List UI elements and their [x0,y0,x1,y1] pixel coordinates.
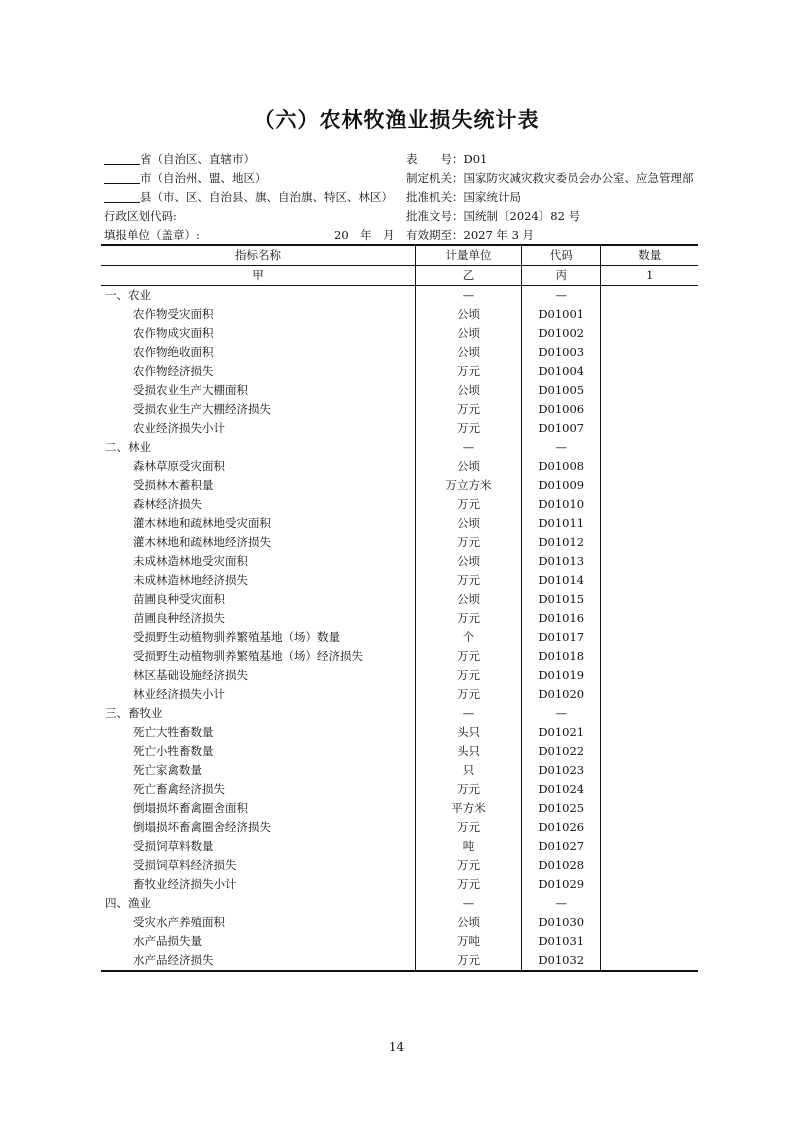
unit-cell: 万立方米 [416,476,522,495]
loss-table [101,244,698,972]
table-row [101,343,698,362]
table-row [101,457,698,476]
meta-row-1 [104,150,704,169]
quantity-cell[interactable] [601,628,698,647]
quantity-cell[interactable] [601,457,698,476]
quantity-cell[interactable] [601,514,698,533]
code-cell: D01030 [521,913,601,932]
unit-cell: 万元 [416,818,522,837]
code-cell: D01025 [521,799,601,818]
unit-cell: 万元 [416,875,522,894]
unit-cell: 公顷 [416,552,522,571]
code-cell: D01026 [521,818,601,837]
indicator-name-cell: 死亡畜禽经济损失 [133,782,225,796]
unit-cell: 万元 [416,666,522,685]
unit-cell: 万元 [416,951,522,971]
indicator-name-cell: 森林草原受灾面积 [133,459,225,473]
indicator-name-cell: 灌木林地和疏林地经济损失 [133,535,271,549]
unit-cell: 公顷 [416,913,522,932]
indicator-name-cell: 农作物绝收面积 [133,345,214,359]
code-cell: D01014 [521,571,601,590]
quantity-cell[interactable] [601,400,698,419]
quantity-cell[interactable] [601,305,698,324]
indicator-name-cell: 倒塌损坏畜禽圈舍面积 [133,801,248,815]
indicator-name-cell: 农作物受灾面积 [133,307,214,321]
unit-cell: 万元 [416,647,522,666]
code-cell: D01017 [521,628,601,647]
code-cell: D01016 [521,609,601,628]
indicator-name-cell: 水产品经济损失 [101,951,416,971]
unit-cell: 万吨 [416,932,522,951]
unit-cell: 万元 [416,685,522,704]
unit-cell: 万元 [416,362,522,381]
sub-one: 1 [601,266,698,286]
unit-cell: 公顷 [416,343,522,362]
page-title: （六）农林牧渔业损失统计表 [253,108,540,132]
quantity-cell[interactable] [601,951,698,971]
quantity-cell[interactable] [601,324,698,343]
code-cell: — [521,438,601,457]
province-field [104,150,255,169]
unit-cell: 平方米 [416,799,522,818]
quantity-cell[interactable] [601,856,698,875]
indicator-name-cell: 农业经济损失小计 [133,421,225,435]
code-cell: D01007 [521,419,601,438]
quantity-cell[interactable] [601,742,698,761]
table-row [101,723,698,742]
table-row [101,533,698,552]
indicator-name-cell: 受损林木蓄积量 [133,478,214,492]
quantity-cell[interactable] [601,286,698,306]
unit-cell: — [416,286,522,306]
indicator-name-cell: 农作物经济损失 [133,364,214,378]
unit-cell: 个 [416,628,522,647]
unit-cell: 公顷 [416,514,522,533]
indicator-name-cell: 受损饲草料数量 [133,839,214,853]
table-row [101,875,698,894]
code-cell: D01020 [521,685,601,704]
table-row [101,476,698,495]
quantity-cell[interactable] [601,533,698,552]
quantity-cell[interactable] [601,571,698,590]
indicator-name-cell: 二、林业 [105,440,151,454]
code-cell: D01005 [521,381,601,400]
table-row [101,837,698,856]
col-quantity: 数量 [601,245,698,266]
quantity-cell[interactable] [601,799,698,818]
table-body [101,286,698,972]
code-cell: D01029 [521,875,601,894]
table-row [101,571,698,590]
table-row [101,932,698,951]
code-cell: — [521,286,601,306]
indicator-name-cell: 畜牧业经济损失小计 [133,877,237,891]
table-row [101,704,698,723]
unit-cell: 公顷 [416,324,522,343]
code-cell: — [521,894,601,913]
form-meta [104,150,704,245]
code-cell: D01010 [521,495,601,514]
quantity-cell[interactable] [601,761,698,780]
page-number: 14 [388,1040,405,1054]
unit-cell: 万元 [416,856,522,875]
indicator-name-cell: 农作物成灾面积 [133,326,214,340]
quantity-cell[interactable] [601,362,698,381]
quantity-cell[interactable] [601,438,698,457]
table-row [101,780,698,799]
quantity-cell[interactable] [601,419,698,438]
unit-cell: 公顷 [416,381,522,400]
col-code: 代码 [521,245,601,266]
quantity-cell[interactable] [601,666,698,685]
code-cell: D01023 [521,761,601,780]
unit-cell: 公顷 [416,305,522,324]
table-no: 表 号：D01 [406,152,488,166]
code-cell: D01018 [521,647,601,666]
indicator-name-cell: 林区基础设施经济损失 [133,668,248,682]
code-cell: D01012 [521,533,601,552]
indicator-name-cell: 受灾水产养殖面积 [133,915,225,929]
indicator-name-cell: 一、农业 [105,288,151,302]
division-code-label: 行政区划代码: [104,209,177,223]
meta-row-2 [104,169,704,188]
unit-cell: — [416,438,522,457]
table-row [101,913,698,932]
indicator-name-cell: 苗圃良种经济损失 [133,611,225,625]
code-cell: D01008 [521,457,601,476]
code-cell: D01031 [521,932,601,951]
quantity-cell[interactable] [601,723,698,742]
indicator-name-cell: 受损野生动植物驯养繁殖基地（场）经济损失 [133,649,363,663]
unit-cell: 只 [416,761,522,780]
col-indicator-name: 指标名称 [101,245,416,266]
indicator-name-cell: 灌木林地和疏林地受灾面积 [133,516,271,530]
indicator-name-cell: 苗圃良种受灾面积 [133,592,225,606]
city-blank[interactable] [104,171,140,184]
issuer: 制定机关：国家防灾减灾救灾委员会办公室、应急管理部 [406,171,694,185]
indicator-name-cell: 三、畜牧业 [105,706,163,720]
code-cell: D01024 [521,780,601,799]
unit-cell: 吨 [416,837,522,856]
table-row [101,742,698,761]
table-row [101,761,698,780]
meta-row-3 [104,188,704,207]
unit-cell: 万元 [416,495,522,514]
province-blank[interactable] [104,152,140,165]
code-cell: D01009 [521,476,601,495]
table-row [101,951,698,971]
code-cell: D01022 [521,742,601,761]
unit-cell: 万元 [416,780,522,799]
indicator-name-cell: 水产品损失量 [133,934,202,948]
quantity-cell[interactable] [601,476,698,495]
table-row [101,609,698,628]
table-row [101,381,698,400]
indicator-name-cell: 受损农业生产大棚面积 [133,383,248,397]
filing-unit-label: 填报单位（盖章）: [104,228,200,242]
code-cell: D01013 [521,552,601,571]
code-cell: D01001 [521,305,601,324]
county-blank[interactable] [104,190,140,203]
table-row [101,495,698,514]
meta-row-5 [104,226,704,245]
quantity-cell[interactable] [601,875,698,894]
quantity-cell[interactable] [601,704,698,723]
quantity-cell[interactable] [601,818,698,837]
quantity-cell[interactable] [601,381,698,400]
unit-cell: 头只 [416,723,522,742]
approval-no: 批准文号：国统制〔2024〕82 号 [406,209,581,223]
quantity-cell[interactable] [601,837,698,856]
county-label: 县（市、区、自治县、旗、自治旗、特区、林区） [140,190,393,204]
quantity-cell[interactable] [601,343,698,362]
indicator-name-cell: 受损农业生产大棚经济损失 [133,402,271,416]
quantity-cell[interactable] [601,894,698,913]
indicator-name-cell: 未成林造林地受灾面积 [133,554,248,568]
approver: 批准机关：国家统计局 [406,190,521,204]
code-cell: D01006 [521,400,601,419]
quantity-cell[interactable] [601,932,698,951]
code-cell: — [521,704,601,723]
table-row [101,400,698,419]
unit-cell: 万元 [416,400,522,419]
table-row [101,514,698,533]
code-cell: D01019 [521,666,601,685]
indicator-name-cell: 受损野生动植物驯养繁殖基地（场）数量 [133,630,340,644]
table-row [101,552,698,571]
indicator-name-cell: 四、渔业 [105,896,151,910]
code-cell: D01032 [521,951,601,971]
quantity-cell[interactable] [601,495,698,514]
indicator-name-cell: 受损饲草料经济损失 [133,858,237,872]
indicator-name-cell: 死亡小牲畜数量 [133,744,214,758]
indicator-name-cell: 倒塌损坏畜禽圈舍经济损失 [133,820,271,834]
indicator-name-cell: 林业经济损失小计 [133,687,225,701]
quantity-cell[interactable] [601,552,698,571]
meta-row-4 [104,207,704,226]
sub-yi: 乙 [416,266,522,286]
unit-cell: 万元 [416,571,522,590]
county-field [104,188,393,207]
table-row [101,362,698,381]
filing-date: 20 年 月 [334,228,395,242]
code-cell: D01002 [521,324,601,343]
table-row [101,818,698,837]
unit-cell: 万元 [416,609,522,628]
code-cell: D01027 [521,837,601,856]
code-cell: D01003 [521,343,601,362]
table-row [101,324,698,343]
code-cell: D01015 [521,590,601,609]
code-cell: D01028 [521,856,601,875]
city-field [104,169,267,188]
table-subheader [101,266,698,286]
indicator-name-cell: 森林经济损失 [133,497,202,511]
table-row [101,647,698,666]
indicator-name-cell: 死亡家禽数量 [133,763,202,777]
unit-cell: 万元 [416,419,522,438]
table-row [101,305,698,324]
col-unit: 计量单位 [416,245,522,266]
table-row [101,666,698,685]
table-row [101,628,698,647]
quantity-cell[interactable] [601,913,698,932]
unit-cell: — [416,704,522,723]
quantity-cell[interactable] [601,685,698,704]
valid-until: 有效期至：2027 年 3 月 [406,228,535,242]
quantity-cell[interactable] [601,590,698,609]
unit-cell: 公顷 [416,457,522,476]
quantity-cell[interactable] [601,647,698,666]
unit-cell: — [416,894,522,913]
sub-bing: 丙 [521,266,601,286]
quantity-cell[interactable] [601,609,698,628]
province-label: 省（自治区、直辖市） [140,152,255,166]
indicator-name-cell: 未成林造林地经济损失 [133,573,248,587]
table-header [101,245,698,266]
table-row [101,685,698,704]
table-row [101,438,698,457]
city-label: 市（自治州、盟、地区） [140,171,267,185]
indicator-name-cell: 死亡大牲畜数量 [133,725,214,739]
unit-cell: 公顷 [416,590,522,609]
table-row [101,894,698,913]
table-row [101,856,698,875]
unit-cell: 头只 [416,742,522,761]
sub-jia: 甲 [101,266,416,286]
table-row [101,590,698,609]
table-row [101,286,698,306]
code-cell: D01011 [521,514,601,533]
table-row [101,799,698,818]
unit-cell: 万元 [416,533,522,552]
table-row [101,419,698,438]
code-cell: D01021 [521,723,601,742]
code-cell: D01004 [521,362,601,381]
quantity-cell[interactable] [601,780,698,799]
